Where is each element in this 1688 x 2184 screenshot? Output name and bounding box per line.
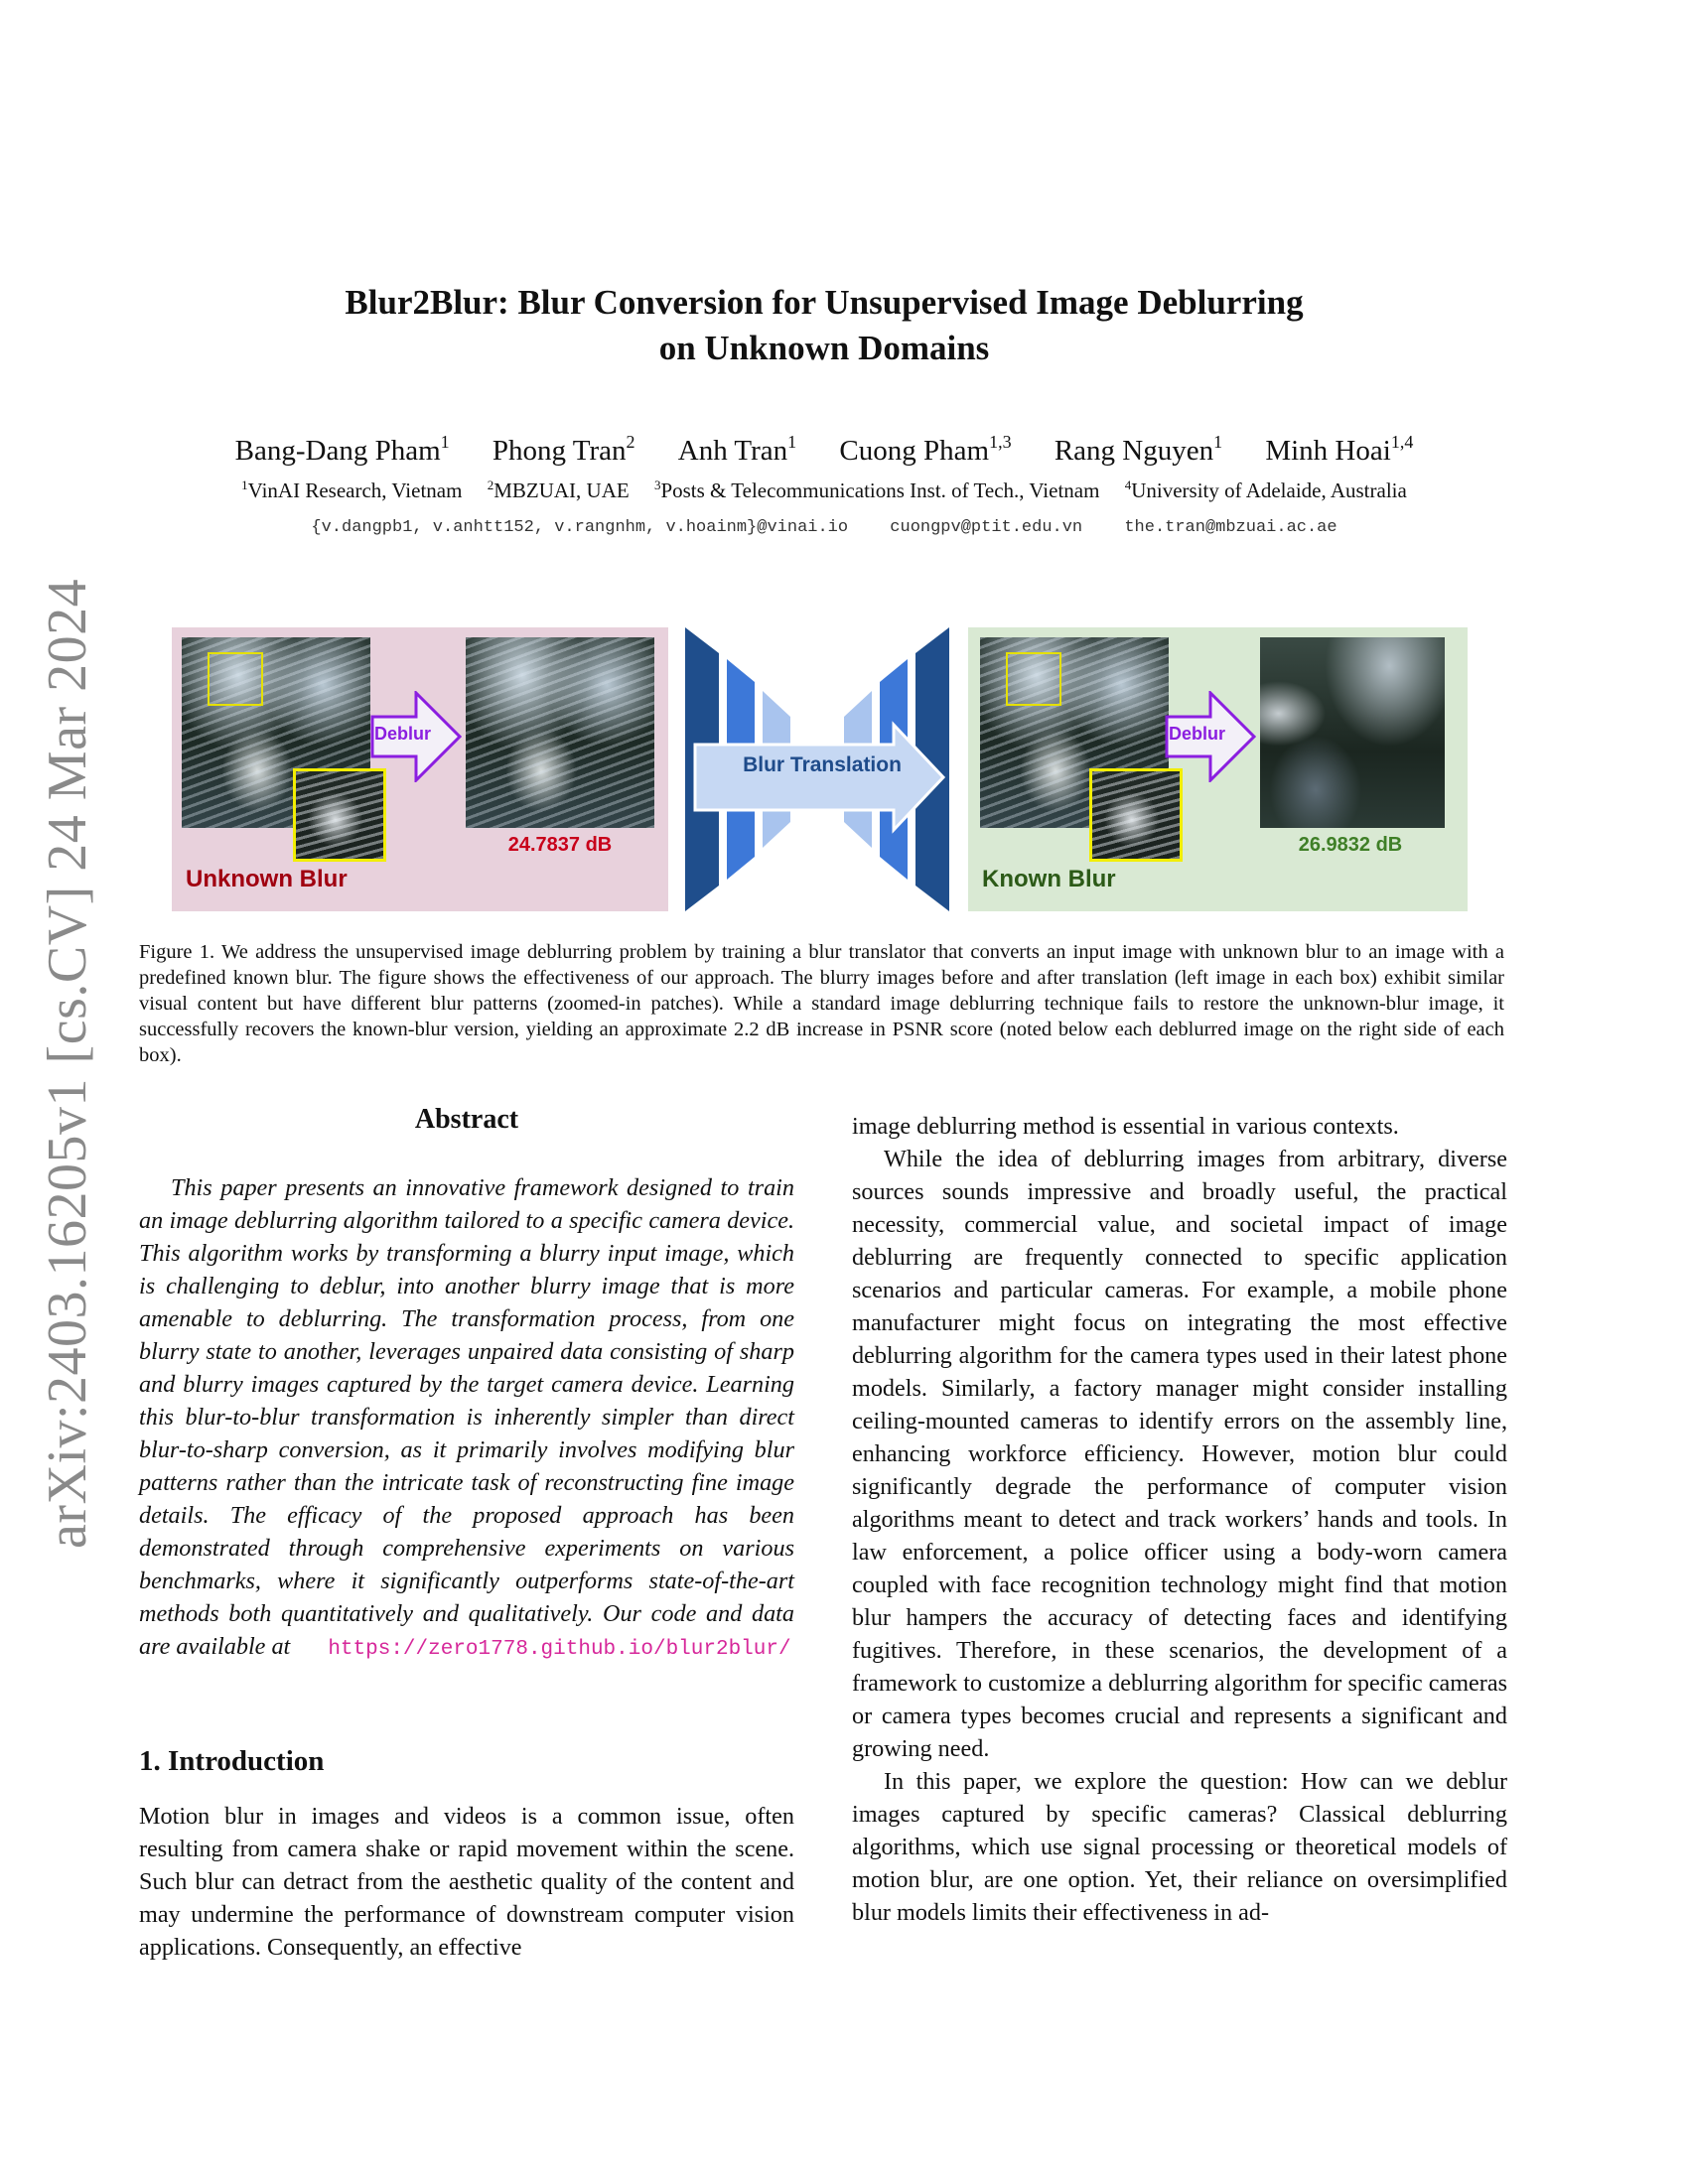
arxiv-identifier-stamp: arXiv:2403.16205v1 [cs.CV] 24 Mar 2024 <box>37 578 98 1549</box>
zoomed-patch-image <box>1089 768 1183 862</box>
email-group-vinai: {v.dangpb1, v.anhtt152, v.rangnhm, v.hoainm}@vinai.io <box>311 518 849 537</box>
affiliation <box>488 478 630 502</box>
contact-emails <box>0 518 1648 537</box>
affiliation-name: MBZUAI, UAE <box>493 478 630 502</box>
affiliation <box>241 478 462 502</box>
affiliation-list <box>0 477 1648 504</box>
intro-paragraph-continued: image deblurring method is essential in various contexts. <box>852 1113 1399 1140</box>
affiliation-number: 2 <box>487 478 494 492</box>
author-name: Anh Tran <box>677 435 788 467</box>
author-affiliation-marker: 1 <box>1213 432 1223 452</box>
abstract-body <box>139 1171 794 1666</box>
author-name: Cuong Pham <box>839 435 990 467</box>
email-mbzuai: the.tran@mbzuai.ac.ae <box>1124 518 1337 537</box>
deblurred-output-image <box>466 637 654 828</box>
introduction-body-left <box>139 1800 794 1964</box>
deblur-label: Deblur <box>1169 724 1226 744</box>
unknown-blur-panel <box>172 627 668 911</box>
affiliation-name: Posts & Telecommunications Inst. of Tech., Vietnam <box>660 478 1100 502</box>
title-line-1: Blur2Blur: Blur Conversion for Unsupervised Image Deblurring <box>345 283 1304 322</box>
affiliation-number: 1 <box>241 478 248 492</box>
author-name: Bang-Dang Pham <box>234 435 441 467</box>
author <box>1265 432 1414 467</box>
author-list <box>0 433 1648 469</box>
affiliation-number: 3 <box>653 478 661 492</box>
psnr-score: 26.9832 dB <box>1298 834 1403 856</box>
author <box>234 432 450 467</box>
figure-1 <box>172 627 1468 911</box>
author <box>1054 432 1223 467</box>
deblurred-sharp-image <box>1260 637 1445 828</box>
zoom-region-marker <box>208 652 263 706</box>
abstract-text: This paper presents an innovative framework designed to train an image deblurring algorithm tailored to a specific camera device. This algorithm works by transforming a blurry input image, which is challenging to deblur, into another blurry image that is more amenable to deblurring. The transformation process, from one blurry state to another, leverages unpaired data consisting of sharp and blurry images captured by the target camera device. Learning this blur-to-blur transformation is inherently simpler than direct blur-to-sharp conversion, as it primarily involves modifying blur patterns rather than the intricate task of reconstructing fine image details. The efficacy of the proposed approach has been demonstrated through comprehensive experiments on various benchmarks, where it significantly outperforms state-of-the-art methods both quantitatively and qualitatively. Our code and data are available at <box>139 1174 794 1660</box>
deblur-label: Deblur <box>374 724 432 744</box>
section-heading-introduction: 1. Introduction <box>139 1745 325 1777</box>
introduction-body-right <box>852 1110 1507 1929</box>
psnr-score: 24.7837 dB <box>507 834 613 856</box>
title-line-2: on Unknown Domains <box>658 329 990 367</box>
panel-label: Unknown Blur <box>186 866 348 892</box>
affiliation <box>1125 478 1407 502</box>
intro-paragraph: Motion blur in images and videos is a common issue, often resulting from camera shake or rapid movement within the scene. Such blur can detract from the aesthetic quality of the content and may undermine the performance of downstream computer vision applications. Consequently, an effective <box>139 1803 794 1961</box>
author-name: Minh Hoai <box>1265 435 1391 467</box>
paper-title <box>0 280 1648 371</box>
author-name: Phong Tran <box>492 435 627 467</box>
author-affiliation-marker: 1,3 <box>989 432 1012 452</box>
author-name: Rang Nguyen <box>1054 435 1214 467</box>
email-ptit: cuongpv@ptit.edu.vn <box>890 518 1083 537</box>
affiliation-name: VinAI Research, Vietnam <box>247 478 463 502</box>
author-affiliation-marker: 1 <box>787 432 797 452</box>
author <box>492 432 635 467</box>
author-affiliation-marker: 1,4 <box>1390 432 1414 452</box>
zoomed-patch-image <box>293 768 386 862</box>
affiliation <box>654 478 1100 502</box>
author <box>677 432 797 467</box>
author-affiliation-marker: 2 <box>626 432 635 452</box>
panel-label: Known Blur <box>982 866 1116 892</box>
known-blur-panel <box>968 627 1468 911</box>
abstract-heading: Abstract <box>414 1104 519 1135</box>
blur-translation-label: Blur Translation <box>743 753 902 776</box>
author-affiliation-marker: 1 <box>440 432 450 452</box>
figure-1-caption: Figure 1. We address the unsupervised image deblurring problem by training a blur translator that converts an input image with unknown blur to an image with a predefined known blur. The figure shows the effectiveness of our approach. The blurry images before and after translation (left image in each box) exhibit similar visual content but have different blur patterns (zoomed-in patches). While a standard image deblurring technique fails to restore the unknown-blur image, it successfully recovers the known-blur version, yielding an approximate 2.2 dB increase in PSNR score (noted below each deblurred image on the right side of each box). <box>139 941 1504 1066</box>
project-page-link[interactable]: https://zero1778.github.io/blur2blur/ <box>328 1638 791 1661</box>
zoom-region-marker <box>1006 652 1061 706</box>
author <box>839 432 1012 467</box>
blur-translator-diagram <box>683 627 953 911</box>
intro-paragraph: While the idea of deblurring images from arbitrary, diverse sources sounds impressive and broadly useful, the practical necessity, commercial value, and societal impact of image deblurring are frequently connected to specific application scenarios and particular cameras. For example, a mobile phone manufacturer might focus on integrating the most effective deblurring algorithm for the camera types used in their latest phone models. Similarly, a factory manager might consider installing ceiling-mounted cameras to identify errors on the assembly line, enhancing workforce efficiency. However, motion blur could significantly degrade the performance of computer vision algorithms meant to detect and track workers’ hands and tools. In law enforcement, a police officer using a body-worn camera coupled with face recognition technology might find that motion blur hampers the accuracy of detecting faces and identifying fugitives. Therefore, in these scenarios, the development of a framework to customize a deblurring algorithm for specific cameras or camera types becomes crucial and represents a significant and growing need. <box>852 1146 1507 1762</box>
affiliation-number: 4 <box>1124 478 1132 492</box>
intro-paragraph: In this paper, we explore the question: How can we deblur images captured by specific cameras? Classical deblurring algorithms, which use signal processing or theoretical models of motion blur, are one option. Yet, their reliance on oversimplified blur models limits their effectiveness in ad- <box>852 1768 1507 1926</box>
affiliation-name: University of Adelaide, Australia <box>1131 478 1407 502</box>
